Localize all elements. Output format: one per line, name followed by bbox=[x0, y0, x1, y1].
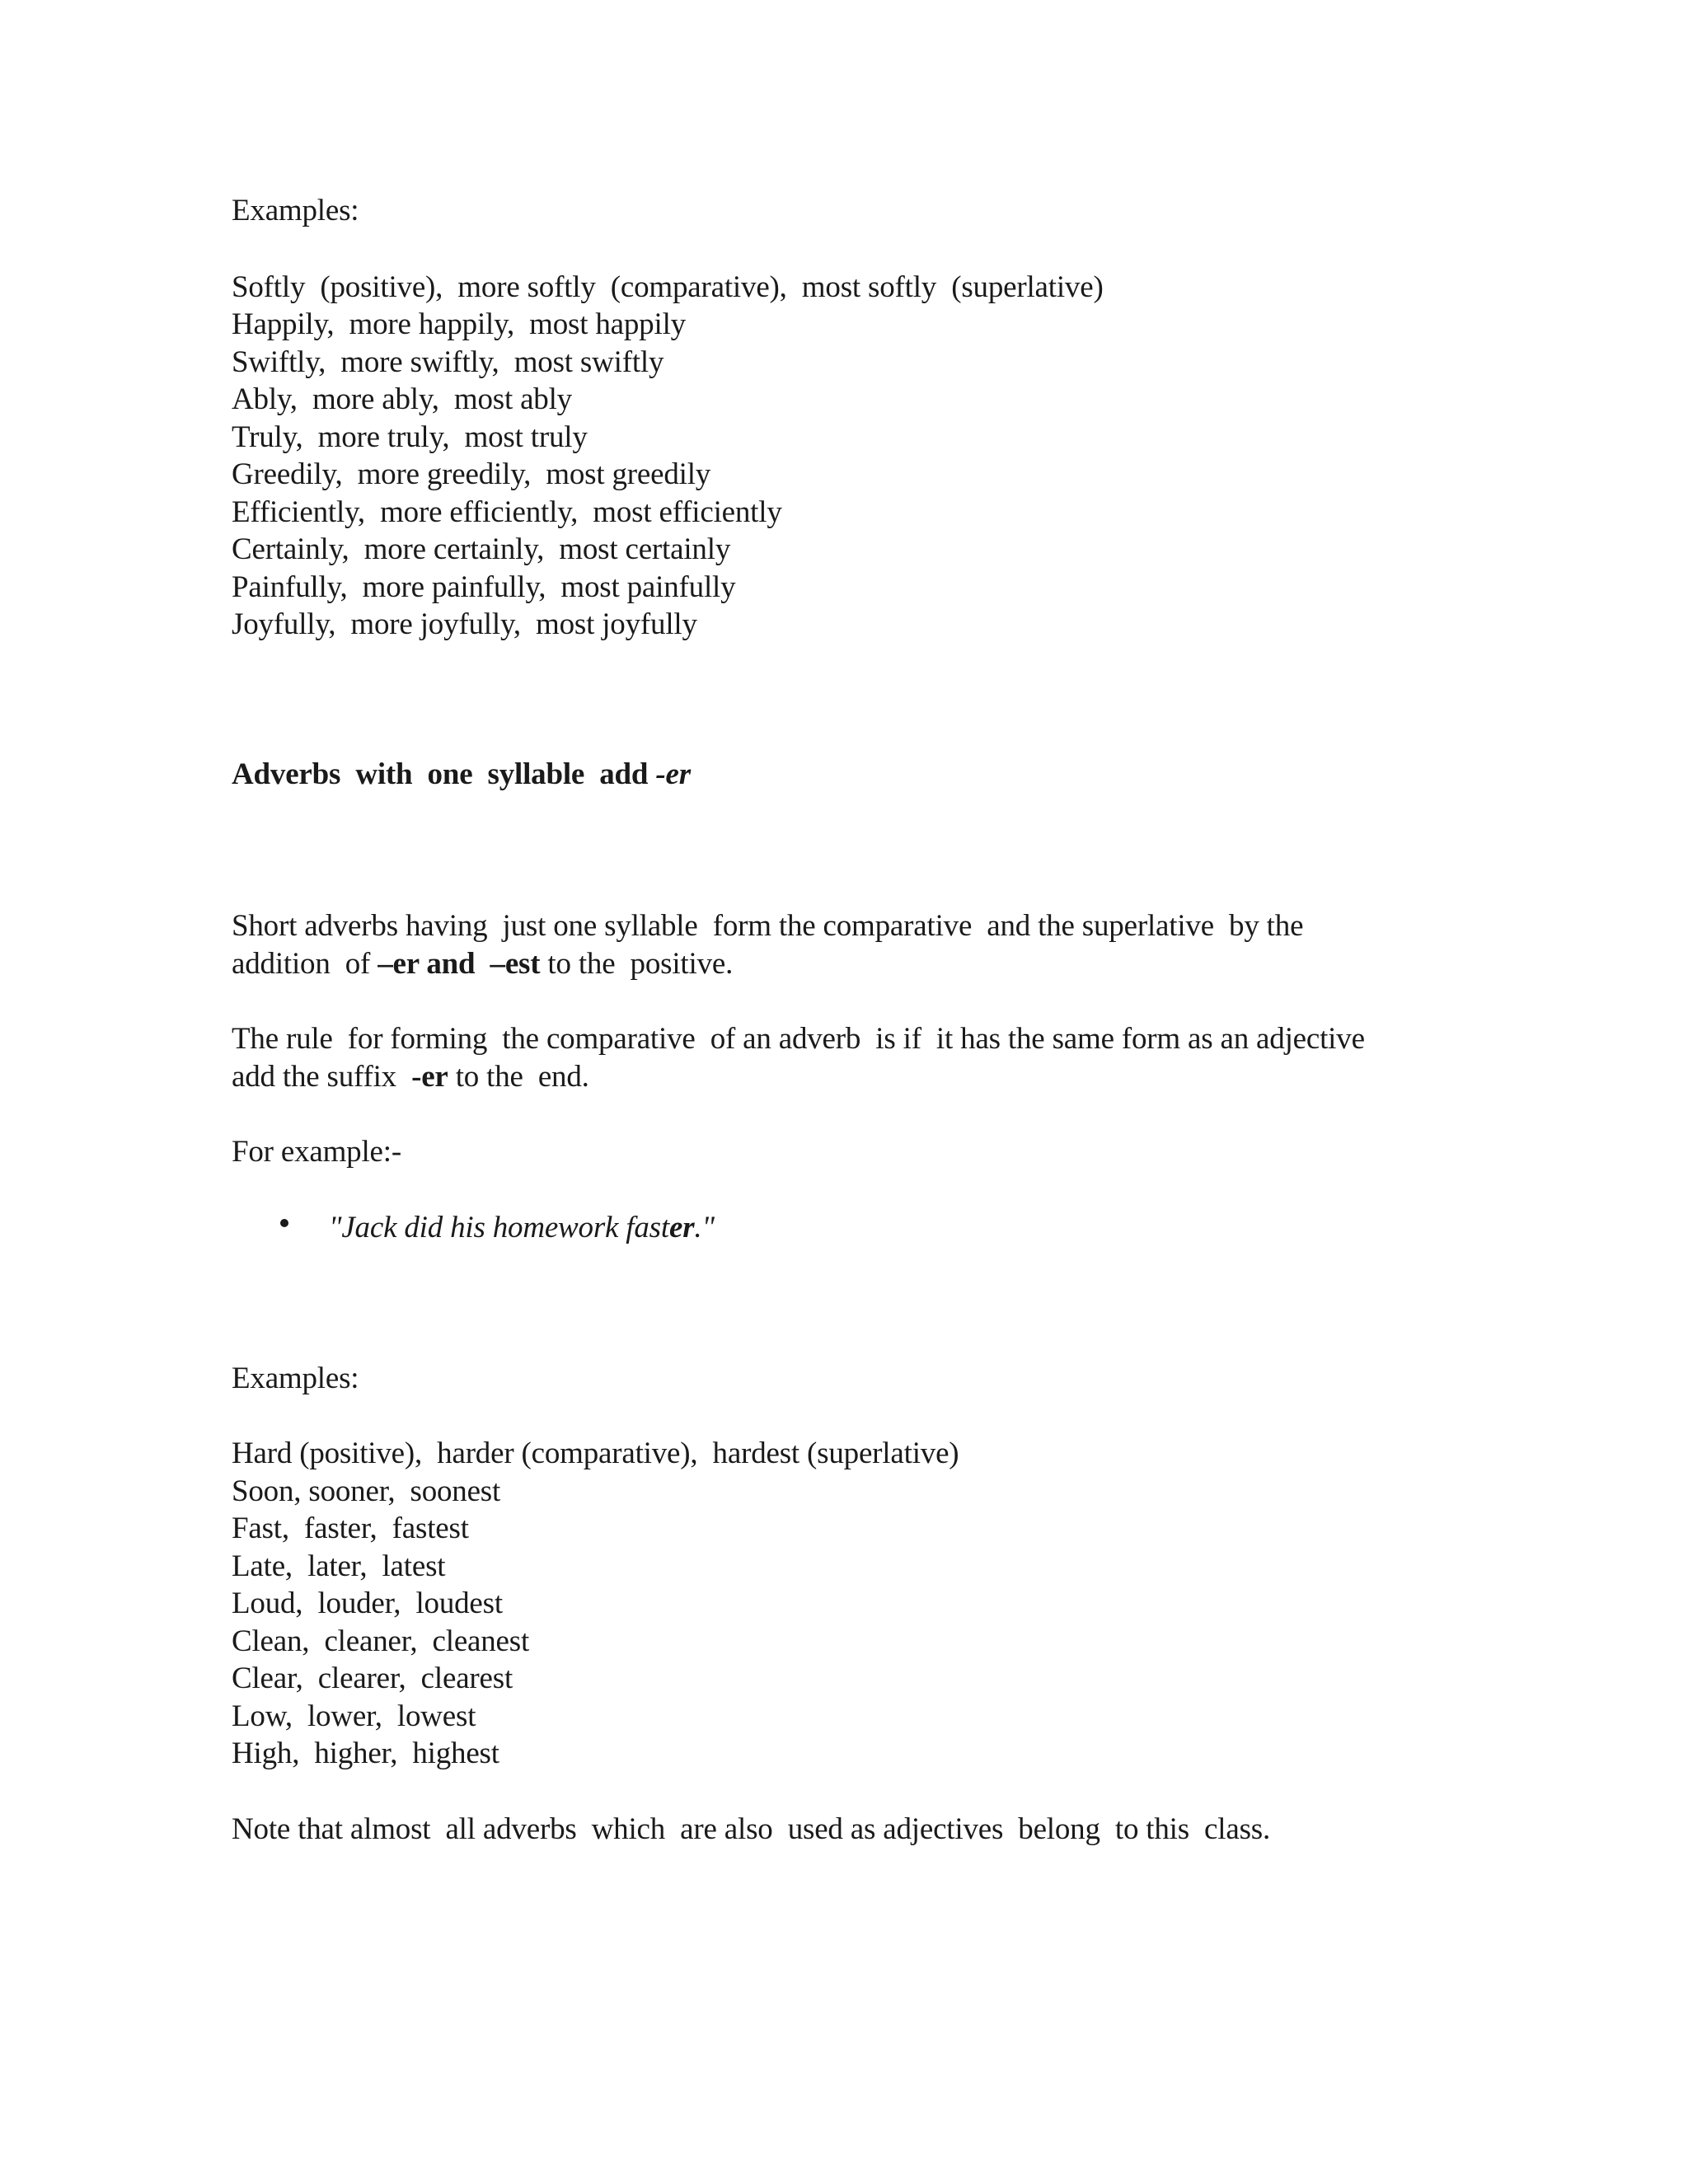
bullet-example bbox=[329, 1209, 715, 1247]
paragraph-2-line-1: The rule for forming the comparative of an adverb is if it has the same form as an adjective bbox=[232, 1022, 1365, 1056]
bullet-text-bold: er bbox=[668, 1211, 695, 1244]
example-row: Painfully, more painfully, most painfully bbox=[232, 570, 736, 604]
examples-label-2: Examples: bbox=[232, 1361, 359, 1395]
section-heading bbox=[232, 756, 691, 794]
paragraph-1-suffix: to the positive. bbox=[540, 947, 734, 981]
example-row: Softly (positive), more softly (comparative), most softly (superlative) bbox=[232, 270, 1104, 304]
paragraph-2-bold-suffix: -er bbox=[411, 1060, 448, 1094]
examples-label-1: Examples: bbox=[232, 194, 359, 227]
heading-bold-text: Adverbs with one syllable add bbox=[232, 757, 656, 791]
example-row: Soon, sooner, soonest bbox=[232, 1474, 501, 1508]
paragraph-1-bold-suffixes: –er and –est bbox=[377, 947, 541, 981]
example-row: Swiftly, more swiftly, most swiftly bbox=[232, 345, 664, 379]
example-row: Truly, more truly, most truly bbox=[232, 420, 588, 454]
bullet-text-before: "Jack did his homework fast bbox=[329, 1211, 669, 1244]
paragraph-1-line-1: Short adverbs having just one syllable form the comparative and the superlative by the bbox=[232, 909, 1304, 943]
example-row: Clean, cleaner, cleanest bbox=[232, 1624, 530, 1658]
heading-italic-suffix: -er bbox=[655, 757, 691, 791]
paragraph-1-prefix: addition of bbox=[232, 947, 378, 981]
example-row: Certainly, more certainly, most certainly bbox=[232, 532, 731, 566]
paragraph-2-suffix: to the end. bbox=[448, 1060, 589, 1094]
example-row: Greedily, more greedily, most greedily bbox=[232, 457, 711, 491]
example-row: Clear, clearer, clearest bbox=[232, 1661, 513, 1695]
example-row: High, higher, highest bbox=[232, 1736, 499, 1770]
example-row: Happily, more happily, most happily bbox=[232, 307, 686, 341]
example-row: Joyfully, more joyfully, most joyfully bbox=[232, 607, 697, 641]
example-row: Efficiently, more efficiently, most efficiently bbox=[232, 495, 782, 529]
note-text: Note that almost all adverbs which are also used as adjectives belong to this class. bbox=[232, 1812, 1271, 1846]
example-row: Ably, more ably, most ably bbox=[232, 382, 572, 416]
for-example-label: For example:- bbox=[232, 1135, 401, 1169]
example-row: Hard (positive), harder (comparative), hardest (superlative) bbox=[232, 1436, 959, 1470]
bullet-icon bbox=[280, 1219, 288, 1227]
example-row: Loud, louder, loudest bbox=[232, 1586, 503, 1620]
bullet-text-after: ." bbox=[694, 1211, 715, 1244]
paragraph-1-line-2 bbox=[232, 945, 733, 983]
paragraph-2-prefix: add the suffix bbox=[232, 1060, 412, 1094]
example-row: Low, lower, lowest bbox=[232, 1699, 476, 1733]
example-row: Late, later, latest bbox=[232, 1549, 446, 1583]
example-row: Fast, faster, fastest bbox=[232, 1511, 469, 1545]
paragraph-2-line-2 bbox=[232, 1058, 589, 1096]
